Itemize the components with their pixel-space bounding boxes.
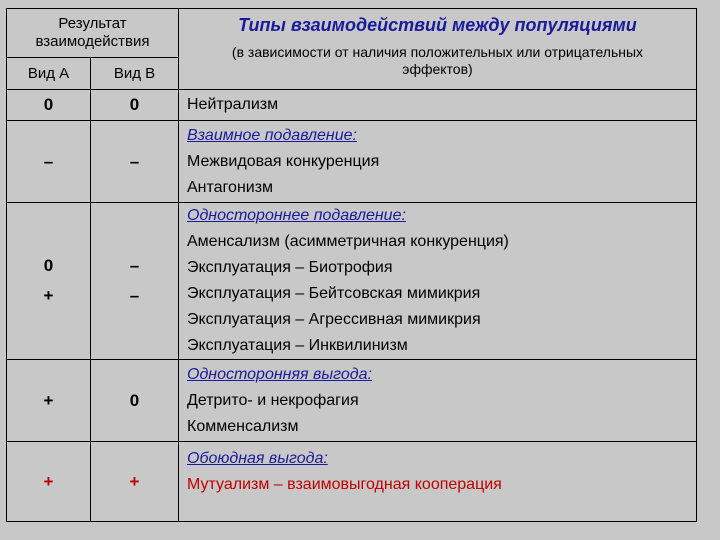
description-line: Детрито- и некрофагия bbox=[187, 391, 359, 409]
table-row bbox=[7, 442, 697, 522]
table-row bbox=[7, 121, 697, 203]
sign-a: + bbox=[7, 360, 91, 442]
description-line: Комменсализм bbox=[187, 417, 299, 435]
category-heading: Взаимное подавление: bbox=[187, 126, 357, 144]
sign-b-value: – – bbox=[129, 256, 140, 305]
description bbox=[179, 360, 697, 442]
category-heading: Одностороннее подавление: bbox=[187, 207, 406, 224]
species-a-header: Вид А bbox=[7, 58, 91, 90]
sign-b: 0 bbox=[91, 360, 179, 442]
description-line: Нейтрализм bbox=[187, 96, 279, 113]
sign-a: – bbox=[7, 121, 91, 203]
table-row bbox=[7, 203, 697, 360]
description bbox=[179, 90, 697, 121]
title-cell bbox=[179, 9, 697, 90]
sign-a bbox=[7, 203, 91, 360]
result-header: Результат взаимодействия bbox=[7, 9, 179, 58]
sign-b bbox=[91, 203, 179, 360]
sign-b: + bbox=[91, 442, 179, 522]
sign-b: – bbox=[91, 121, 179, 203]
category-heading: Односторонняя выгода: bbox=[187, 365, 372, 383]
sign-a: + bbox=[7, 442, 91, 522]
table-row bbox=[7, 360, 697, 442]
description-line: Мутуализм – взаимовыгодная кооперация bbox=[187, 476, 502, 493]
description-line: Эксплуатация – Биотрофия bbox=[187, 259, 393, 276]
description-line: Эксплуатация – Агрессивная мимикрия bbox=[187, 311, 481, 328]
category-heading: Обоюдная выгода: bbox=[187, 450, 328, 467]
table-note: (в зависимости от наличия положительных или отрицательных эффектов) bbox=[231, 44, 644, 77]
description-line: Межвидовая конкуренция bbox=[187, 152, 380, 170]
species-b-header: Вид В bbox=[91, 58, 179, 90]
table-row bbox=[7, 90, 697, 121]
description bbox=[179, 121, 697, 203]
description bbox=[179, 442, 697, 522]
interaction-table bbox=[6, 8, 697, 522]
sign-b: 0 bbox=[91, 90, 179, 121]
description-line: Эксплуатация – Инквилинизм bbox=[187, 337, 408, 354]
description-line: Антагонизм bbox=[187, 178, 274, 196]
table-title: Типы взаимодействий между популяциями bbox=[238, 15, 637, 35]
sign-a-value: 0 + bbox=[43, 256, 54, 305]
description bbox=[179, 203, 697, 360]
description-line: Аменсализм (асимметричная конкуренция) bbox=[187, 233, 509, 250]
sign-a: 0 bbox=[7, 90, 91, 121]
description-line: Эксплуатация – Бейтсовская мимикрия bbox=[187, 285, 481, 302]
